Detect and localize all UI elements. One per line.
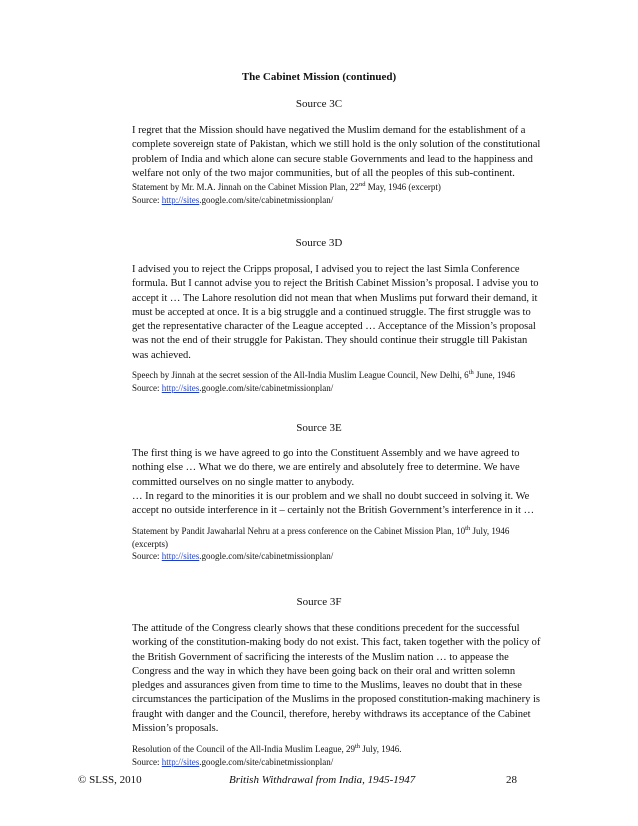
source-3d-heading: Source 3D	[295, 237, 343, 249]
source-link-rest: .google.com/site/cabinetmissionplan/	[199, 194, 334, 205]
source-3d-block	[132, 263, 544, 394]
date-ordinal: th	[354, 743, 361, 751]
source-3c-heading: Source 3C	[295, 98, 343, 110]
attribution-date: July, 1946 (excerpts)	[132, 526, 510, 549]
source-3f-heading: Source 3F	[296, 596, 342, 608]
source-3d-reference	[132, 382, 544, 395]
page-number: 28	[506, 774, 517, 786]
source-3c-block	[132, 124, 544, 206]
date-ordinal: nd	[359, 181, 366, 189]
source-3f-quote	[132, 622, 544, 736]
source-link-rest: .google.com/site/cabinetmissionplan/	[199, 756, 334, 767]
attribution-text: Resolution of the Council of the All-India Muslim League, 29	[132, 744, 355, 755]
source-3f-block	[132, 622, 544, 768]
date-ordinal: th	[465, 525, 471, 533]
source-3d-attribution	[132, 369, 544, 382]
source-3c-reference	[132, 194, 544, 207]
attribution-date: June, 1946	[473, 370, 515, 381]
quote-paragraph: … In regard to the minorities it is our problem and we shall no doubt succeed in solving it. We accept no outside interference in it – certainly not the British Government’s interference in it …	[132, 490, 535, 517]
date-ordinal: th	[468, 369, 474, 377]
source-3d-quote	[132, 263, 544, 363]
source-3c-quote	[132, 124, 544, 181]
attribution-text: Statement by Mr. M.A. Jinnah on the Cabinet Mission Plan, 22	[132, 182, 359, 193]
source-label: Source:	[132, 551, 162, 562]
page-title: The Cabinet Mission (continued)	[241, 71, 397, 83]
source-3e-quote	[132, 447, 544, 518]
source-label: Source:	[132, 194, 162, 205]
source-3f-attribution	[132, 743, 544, 756]
attribution-date: May, 1946 (excerpt)	[365, 182, 441, 193]
source-link[interactable]: http://sites	[161, 551, 200, 562]
source-3e-heading: Source 3E	[296, 422, 342, 434]
source-link-rest: .google.com/site/cabinetmissionplan/	[199, 382, 334, 393]
quote-paragraph: The first thing is we have agreed to go into the Constituent Assembly and we have agreed to nothing else … What we do there, we are entirely and absolutely free to determine. We have committed ourselves on no single matter to anybody.	[132, 448, 520, 488]
attribution-text: Statement by Pandit Jawaharlal Nehru at a press conference on the Cabinet Mission Plan, 10	[132, 526, 466, 537]
quote-paragraph: I advised you to reject the Cripps proposal, I advised you to reject the last Simla Conference formula. But I cannot advise you to reject the British Cabinet Mission’s proposal. I advise you to accept it … The Lahore resolution did not mean that when Muslims put forward their demand, it must be accepted at once. It is a big struggle and a continued struggle. The first struggle was to get the representative character of the League accepted … Acceptance of the Mission’s proposal was not the end of their struggle for Pakistan. They should continue their struggle till Pakistan was achieved.	[132, 264, 539, 361]
source-3e-attribution	[132, 525, 544, 550]
source-link[interactable]: http://sites	[161, 382, 200, 393]
source-label: Source:	[132, 756, 162, 767]
attribution-date: July, 1946.	[360, 744, 402, 755]
source-3e-reference	[132, 550, 544, 563]
source-label: Source:	[132, 382, 162, 393]
attribution-text: Speech by Jinnah at the secret session of the All-India Muslim League Council, New Delhi, 6	[132, 370, 469, 381]
source-3c-attribution	[132, 181, 544, 194]
footer-copyright: © SLSS, 2010	[78, 774, 142, 786]
source-link-rest: .google.com/site/cabinetmissionplan/	[199, 551, 334, 562]
source-3e-block	[132, 447, 544, 563]
quote-paragraph: I regret that the Mission should have negatived the Muslim demand for the establishment of a complete sovereign state of Pakistan, which we still hold is the only solution of the constitutional problem of India and which alone can secure stable Governments and lead to the happiness and welfare not only of the two major communities, but of all the peoples of this sub-continent.	[132, 125, 541, 179]
footer-work-title: British Withdrawal from India, 1945-1947	[229, 774, 416, 786]
source-link[interactable]: http://sites	[161, 756, 200, 767]
source-3f-reference	[132, 756, 544, 769]
source-link[interactable]: http://sites	[161, 194, 200, 205]
quote-paragraph: The attitude of the Congress clearly shows that these conditions precedent for the successful working of the constitution-making body do not exist. This fact, taken together with the policy of the British Government of sacrificing the interests of the Muslim nation … to appease the Congress and the way in which they have been going back on their oral and written solemn pledges and assurances given from time to time to the Muslims, leaves no doubt that in these circumstances the participation of the Muslims in the proposed constitution-making machinery is fraught with danger and the Council, therefore, hereby withdraws its acceptance of the Cabinet Mission’s proposals.	[132, 623, 541, 735]
